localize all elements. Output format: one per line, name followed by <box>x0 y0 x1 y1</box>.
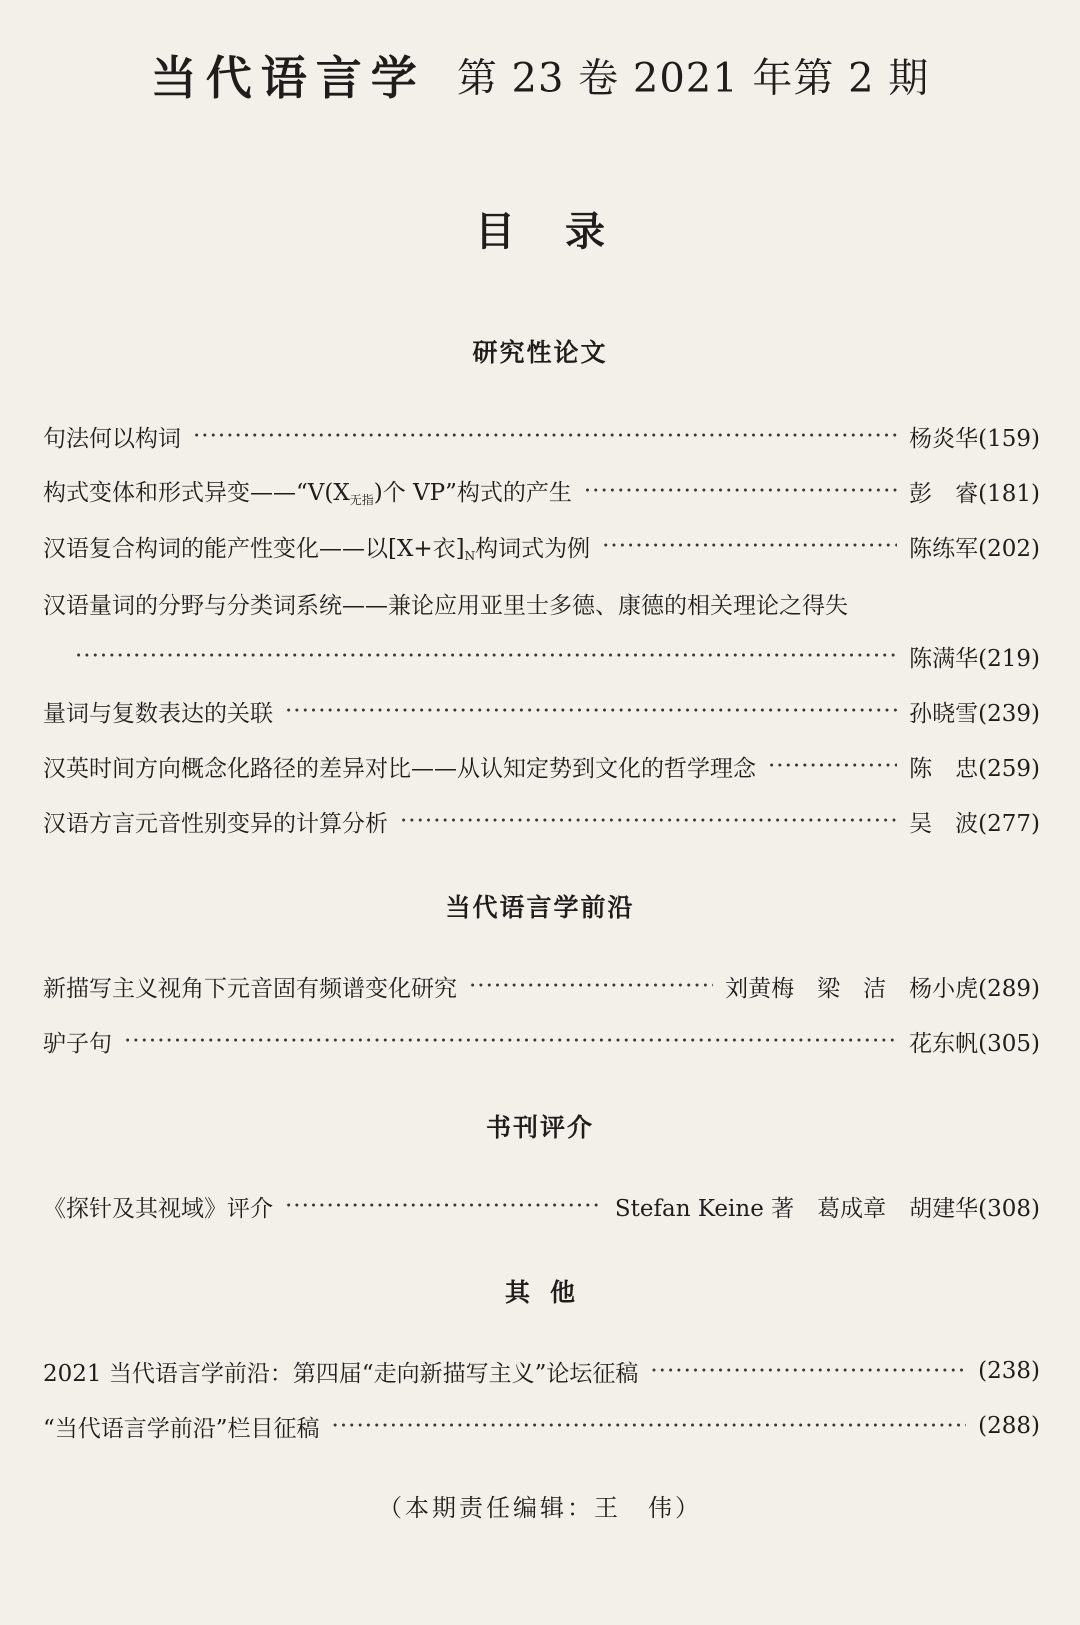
entry-author-page: 孙晓雪(239) <box>909 700 1040 727</box>
leader-dots <box>124 1028 897 1054</box>
entry-author-page: 彭 睿(181) <box>909 480 1040 507</box>
section-title-other: 其他 <box>504 1278 595 1307</box>
entry-title: 2021 当代语言学前沿：第四届“走向新描写主义”论坛征稿 <box>43 1360 639 1387</box>
entry-title: 汉语复合构词的能产性变化——以[X+衣]$_N$构词式为例 <box>43 535 591 563</box>
entry-title: 驴子句 <box>43 1030 112 1057</box>
toc-entry[interactable] <box>43 1186 1040 1226</box>
entry-title: 量词与复数表达的关联 <box>43 700 273 727</box>
section-title-frontier: 当代语言学前沿 <box>445 893 635 922</box>
journal-name: 当代语言学 <box>150 51 426 105</box>
toc-entry[interactable] <box>43 746 1040 786</box>
entry-title: “当代语言学前沿”栏目征稿 <box>43 1415 320 1442</box>
entry-author-page: 杨炎华(159) <box>909 425 1040 452</box>
toc-entry[interactable] <box>43 1406 1040 1446</box>
toc-entry[interactable] <box>43 966 1040 1006</box>
toc-entry[interactable] <box>43 1351 1040 1391</box>
entry-title: 汉语方言元音性别变异的计算分析 <box>43 810 388 837</box>
editor-note: （本期责任编辑：王 伟） <box>378 1494 702 1522</box>
entry-author-page: 陈练军(202) <box>909 535 1040 562</box>
toc-entry[interactable] <box>43 691 1040 731</box>
entry-author-page: Stefan Keine 著 葛成章 胡建华(308) <box>614 1195 1040 1222</box>
leader-dots <box>768 753 897 779</box>
toc-entry[interactable] <box>43 526 1040 566</box>
leader-dots <box>75 643 897 669</box>
leader-dots <box>285 698 897 724</box>
section-title-research: 研究性论文 <box>472 338 608 367</box>
entry-author-page: 刘黄梅 梁 洁 杨小虎(289) <box>725 975 1040 1002</box>
entry-title: 汉英时间方向概念化路径的差异对比——从认知定势到文化的哲学理念 <box>43 755 756 782</box>
leader-dots <box>285 1193 603 1219</box>
leader-dots <box>602 533 897 559</box>
entry-page: (238) <box>978 1358 1040 1384</box>
entry-author-page: 花东帆(305) <box>909 1030 1040 1057</box>
toc-entry[interactable] <box>43 801 1040 841</box>
entry-title: 句法何以构词 <box>43 425 181 452</box>
entry-title: 构式变体和形式异变$——“V(X_{无指})$个 VP”构式的产生 <box>43 480 572 507</box>
toc-entry[interactable] <box>43 1021 1040 1061</box>
entry-page: (288) <box>978 1413 1040 1439</box>
masthead <box>0 42 1080 108</box>
entry-title: 新描写主义视角下元音固有频谱变化研究 <box>43 975 457 1002</box>
issue-info: 第 23 卷 2021 年第 2 期 <box>456 55 930 102</box>
leader-dots <box>193 423 897 449</box>
toc-entry[interactable] <box>43 416 1040 456</box>
entry-author-page: 陈 忠(259) <box>909 755 1040 782</box>
leader-dots <box>332 1413 967 1439</box>
leader-dots <box>400 808 897 834</box>
leader-dots <box>584 478 897 504</box>
toc-entry[interactable] <box>75 636 1040 676</box>
entry-author-page: 陈满华(219) <box>909 645 1040 672</box>
leader-dots <box>469 973 713 999</box>
leader-dots <box>650 1358 966 1384</box>
entry-title-long[interactable]: 汉语量词的分野与分类词系统——兼论应用亚里士多德、康德的相关理论之得失 <box>43 593 848 619</box>
entry-author-page: 吴 波(277) <box>909 810 1040 837</box>
toc-entry[interactable] <box>43 471 1040 511</box>
toc-heading: 目录 <box>475 208 655 255</box>
section-title-reviews: 书刊评介 <box>485 1113 594 1142</box>
entry-title: 《探针及其视域》评介 <box>43 1195 273 1222</box>
